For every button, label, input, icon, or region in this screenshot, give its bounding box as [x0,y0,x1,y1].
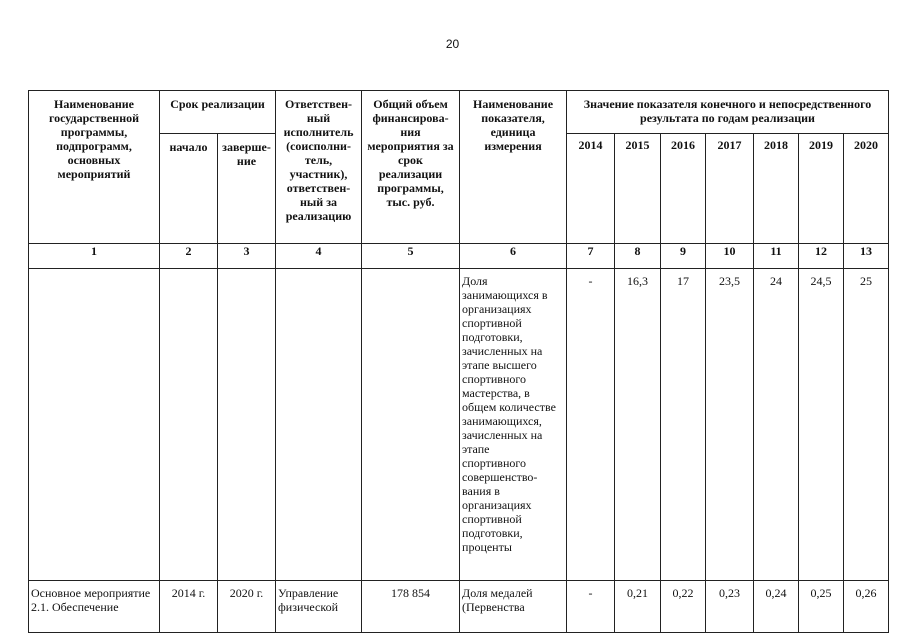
header-program-name: Наименование государственной программы, подпрограмм, основных мероприятий [29,91,160,244]
column-number: 2 [160,244,218,269]
column-number: 8 [615,244,661,269]
row-value-2017: 23,5 [706,269,754,581]
row-funding: 178 854 [362,581,460,633]
column-number-row [29,244,889,269]
row-executor: Управление физической [276,581,362,633]
row-value-2016: 0,22 [661,581,706,633]
row-executor [276,269,362,581]
table-row [29,269,889,581]
column-number: 1 [29,244,160,269]
row-indicator: Доля медалей (Первенства [460,581,567,633]
row-value-2019: 24,5 [799,269,844,581]
row-funding [362,269,460,581]
row-value-2018: 0,24 [754,581,799,633]
row-value-2020: 25 [844,269,889,581]
row-indicator: Доля занимающихся в организациях спортивной подготовки, зачисленных на этапе высшего спортивного мастерства, в общем количестве занимающихся, зачисленных на этапе спортивного совершенство- вания в организациях спортивной подготовки, проценты [460,269,567,581]
row-end [218,269,276,581]
column-number: 13 [844,244,889,269]
column-number: 7 [567,244,615,269]
header-executor: Ответствен- ный исполнитель (соисполни- тель, участник), ответствен- ный за реализацию [276,91,362,244]
column-number: 3 [218,244,276,269]
header-year-2014: 2014 [567,134,615,244]
row-value-2018: 24 [754,269,799,581]
row-value-2014: - [567,269,615,581]
row-end: 2020 г. [218,581,276,633]
column-number: 6 [460,244,567,269]
row-value-2014: - [567,581,615,633]
header-year-2019: 2019 [799,134,844,244]
row-value-2015: 0,21 [615,581,661,633]
program-indicators-table [28,90,889,633]
column-number: 12 [799,244,844,269]
header-year-2017: 2017 [706,134,754,244]
header-period: Срок реализации [160,91,276,134]
row-program-name: Основное мероприятие 2.1. Обеспечение [29,581,160,633]
row-value-2016: 17 [661,269,706,581]
header-start: начало [160,134,218,244]
header-year-2020: 2020 [844,134,889,244]
row-value-2017: 0,23 [706,581,754,633]
header-row-1 [29,91,889,134]
header-year-2015: 2015 [615,134,661,244]
column-number: 10 [706,244,754,269]
column-number: 11 [754,244,799,269]
column-number: 9 [661,244,706,269]
header-year-2018: 2018 [754,134,799,244]
column-number: 5 [362,244,460,269]
column-number: 4 [276,244,362,269]
page-number: 20 [445,37,460,51]
header-indicator: Наименование показателя, единица измерения [460,91,567,244]
header-funding: Общий объем финансирова- ния мероприятия за срок реализации программы, тыс. руб. [362,91,460,244]
header-values-title: Значение показателя конечного и непосредственного результата по годам реализации [567,91,889,134]
row-start: 2014 г. [160,581,218,633]
header-year-2016: 2016 [661,134,706,244]
header-end: заверше- ние [218,134,276,244]
table-row [29,581,889,633]
row-value-2015: 16,3 [615,269,661,581]
row-value-2020: 0,26 [844,581,889,633]
row-value-2019: 0,25 [799,581,844,633]
row-start [160,269,218,581]
row-program-name [29,269,160,581]
